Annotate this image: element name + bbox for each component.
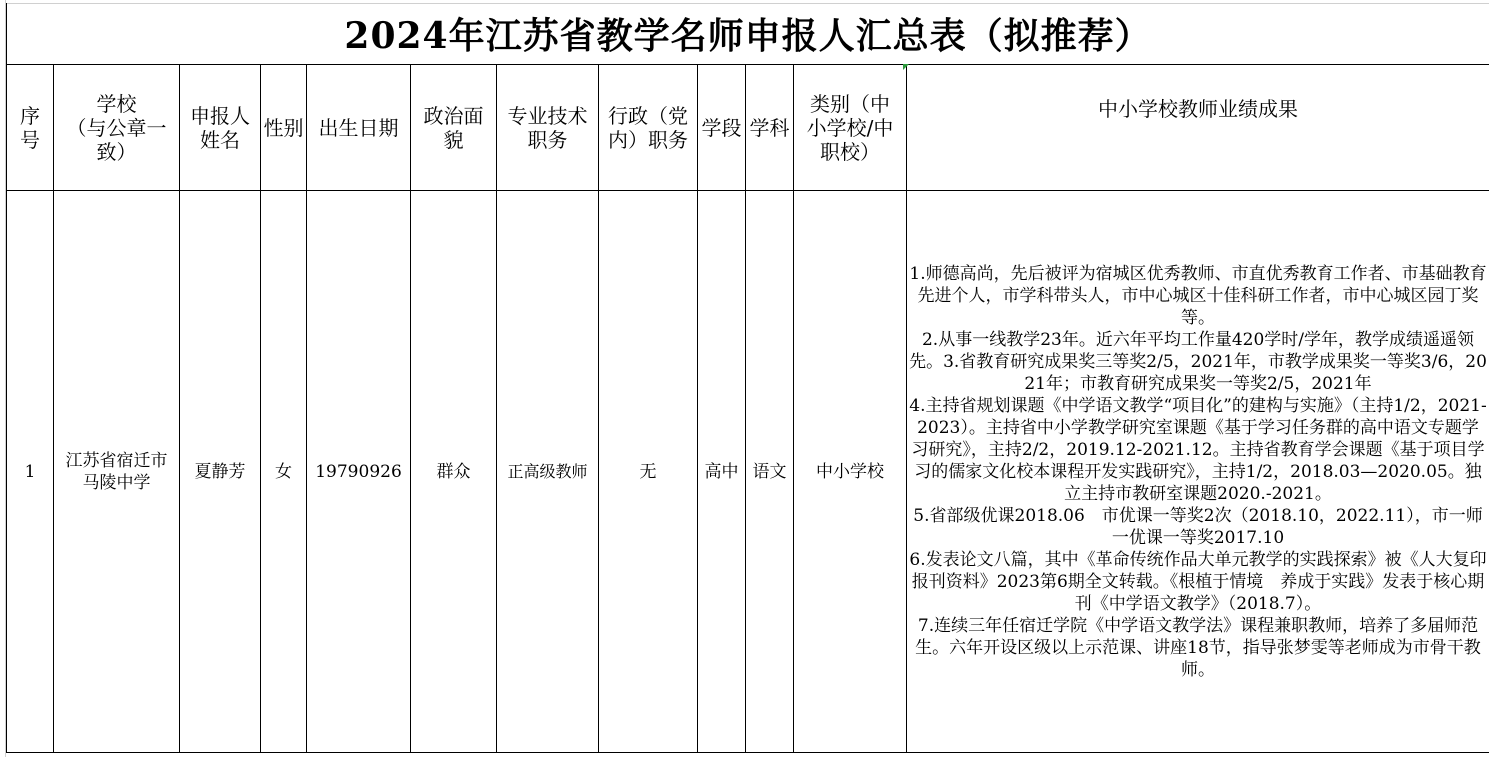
cell-name[interactable]: 夏静芳	[180, 191, 261, 753]
title-cell[interactable]	[6, 3, 1489, 65]
header-stage[interactable]: 学段	[698, 65, 746, 191]
header-achievements[interactable]: 中小学校教师业绩成果	[907, 65, 1489, 191]
header-subject[interactable]: 学科	[746, 65, 794, 191]
cell-achievements[interactable]: 1.师德高尚，先后被评为宿城区优秀教师、市直优秀教育工作者、市基础教育先进个人，市学科带头人，市中心城区十佳科研工作者，市中心城区园丁奖等。 2.从事一线教学23年。近六年平均工作量420学时/学年，教学成绩遥遥领先。3.省教育研究成果奖三等奖2/5，2021年，市教学成果奖一等奖3/6，2021年；市教育研究成果奖一等奖2/5，2021年 4.主持省规划课题《中学语文教学“项目化”的建构与实施》（主持1/2，2021-2023）。主持省中小学教学研究室课题《基于学习任务群的高中语文专题学习研究》，主持2/2，2019.12-2021.12。主持省教育学会课题《基于项目学习的儒家文化校本课程开发实践研究》，主持1/2，2018.03—2020.05。独立主持市教研室课题2020.-2021。 5.省部级优课2018.06 市优课一等奖2次（2018.10，2022.11），市一师一优课一等奖2017.10 6.发表论文八篇，其中《革命传统作品大单元教学的实践探索》被《人大复印报刊资料》2023第6期全文转载。《根植于情境 养成于实践》发表于核心期刊《中学语文教学》（2018.7）。 7.连续三年任宿迁学院《中学语文教学法》课程兼职教师，培养了多届师范生。六年开设区级以上示范课、讲座18节，指导张梦雯等老师成为市骨干教师。	[907, 191, 1489, 753]
header-seq[interactable]: 序号	[7, 65, 54, 191]
cell-politics[interactable]: 群众	[411, 191, 497, 753]
cell-birth[interactable]: 19790926	[307, 191, 411, 753]
cell-seq[interactable]: 1	[7, 191, 54, 753]
cell-tech-title[interactable]: 正高级教师	[497, 191, 599, 753]
sheet-title: 2024年江苏省教学名师申报人汇总表（拟推荐）	[344, 15, 1152, 57]
cell-subject[interactable]: 语文	[746, 191, 794, 753]
header-birth[interactable]: 出生日期	[307, 65, 411, 191]
header-tech-title[interactable]: 专业技术职务	[497, 65, 599, 191]
table-row	[7, 191, 1489, 753]
cell-school[interactable]: 江苏省宿迁市马陵中学	[54, 191, 180, 753]
header-school[interactable]: 学校 （与公章一致）	[54, 65, 180, 191]
header-gender[interactable]: 性别	[261, 65, 307, 191]
cell-admin-title[interactable]: 无	[599, 191, 698, 753]
cell-stage[interactable]: 高中	[698, 191, 746, 753]
header-name[interactable]: 申报人姓名	[180, 65, 261, 191]
cell-category[interactable]: 中小学校	[794, 191, 907, 753]
header-politics[interactable]: 政治面貌	[411, 65, 497, 191]
header-category[interactable]: 类别（中小学校/中职校）	[794, 65, 907, 191]
summary-table	[6, 64, 1489, 753]
cell-gender[interactable]: 女	[261, 191, 307, 753]
header-row	[7, 65, 1489, 191]
cell-comment-marker	[903, 64, 909, 70]
header-admin-title[interactable]: 行政（党内）职务	[599, 65, 698, 191]
